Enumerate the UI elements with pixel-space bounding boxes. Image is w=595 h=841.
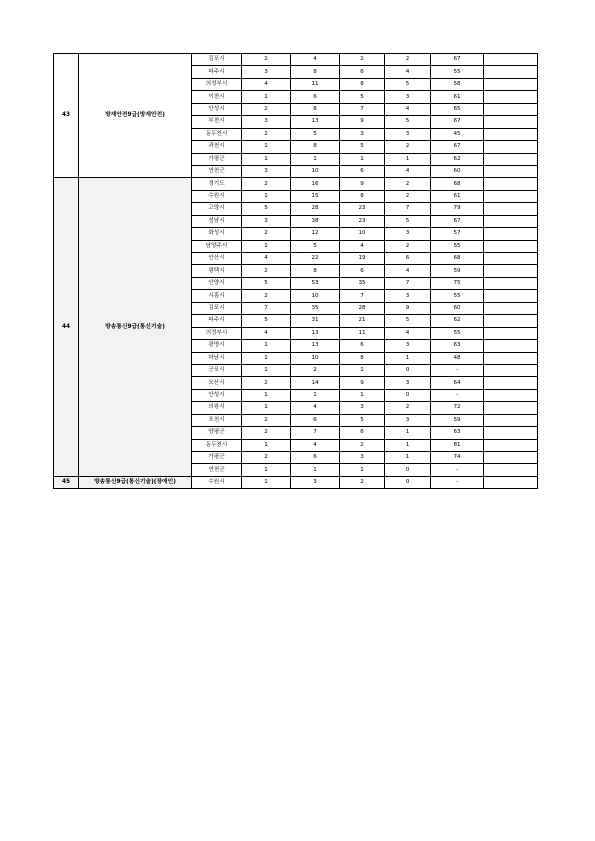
region-cell: 의정부시 — [192, 327, 242, 339]
value-cell: 10 — [291, 165, 340, 177]
note-cell — [484, 464, 538, 476]
region-cell: 포천시 — [192, 414, 242, 426]
score-cell: - — [431, 476, 484, 488]
value-cell: 2 — [385, 54, 431, 66]
value-cell: 5 — [385, 315, 431, 327]
exam-category: 방송통신9급(통신기술) — [79, 178, 192, 477]
value-cell: 6 — [291, 414, 340, 426]
score-cell: 61 — [431, 190, 484, 202]
note-cell — [484, 253, 538, 265]
score-cell: 65 — [431, 103, 484, 115]
value-cell: 7 — [242, 302, 291, 314]
note-cell — [484, 302, 538, 314]
region-cell: 연천군 — [192, 464, 242, 476]
value-cell: 35 — [340, 277, 385, 289]
note-cell — [484, 414, 538, 426]
region-cell: 평택시 — [192, 265, 242, 277]
value-cell: 0 — [385, 364, 431, 376]
score-cell: 68 — [431, 253, 484, 265]
value-cell: 4 — [340, 240, 385, 252]
value-cell: 6 — [340, 427, 385, 439]
value-cell: 1 — [242, 352, 291, 364]
value-cell: 1 — [242, 476, 291, 488]
region-cell: 김포시 — [192, 54, 242, 66]
value-cell: 8 — [291, 66, 340, 78]
value-cell: 1 — [340, 389, 385, 401]
value-cell: 7 — [291, 427, 340, 439]
note-cell — [484, 327, 538, 339]
value-cell: 4 — [242, 78, 291, 90]
value-cell: 5 — [242, 315, 291, 327]
value-cell: 2 — [242, 103, 291, 115]
value-cell: 4 — [291, 439, 340, 451]
value-cell: 7 — [385, 277, 431, 289]
score-cell: 63 — [431, 340, 484, 352]
note-cell — [484, 103, 538, 115]
region-cell: 부천시 — [192, 116, 242, 128]
value-cell: 4 — [385, 103, 431, 115]
score-cell: 67 — [431, 54, 484, 66]
value-cell: 4 — [385, 66, 431, 78]
score-cell: 72 — [431, 402, 484, 414]
value-cell: 15 — [291, 190, 340, 202]
note-cell — [484, 389, 538, 401]
value-cell: 11 — [340, 327, 385, 339]
value-cell: 3 — [340, 128, 385, 140]
value-cell: 23 — [340, 215, 385, 227]
note-cell — [484, 91, 538, 103]
exam-category: 방송통신9급(통신기술)(장애인) — [79, 476, 192, 488]
value-cell: 6 — [340, 66, 385, 78]
score-cell: 67 — [431, 215, 484, 227]
value-cell: 3 — [385, 290, 431, 302]
score-cell: 75 — [431, 277, 484, 289]
score-cell: - — [431, 364, 484, 376]
value-cell: 5 — [242, 277, 291, 289]
value-cell: 5 — [291, 128, 340, 140]
value-cell: 23 — [340, 203, 385, 215]
note-cell — [484, 153, 538, 165]
region-cell: 가평군 — [192, 153, 242, 165]
value-cell: 6 — [291, 91, 340, 103]
score-cell: 48 — [431, 352, 484, 364]
note-cell — [484, 178, 538, 190]
region-cell: 고양시 — [192, 203, 242, 215]
value-cell: 2 — [242, 228, 291, 240]
value-cell: 1 — [242, 364, 291, 376]
score-cell: 45 — [431, 128, 484, 140]
value-cell: 1 — [242, 190, 291, 202]
note-cell — [484, 240, 538, 252]
score-cell: - — [431, 464, 484, 476]
score-cell: 60 — [431, 302, 484, 314]
value-cell: 1 — [385, 352, 431, 364]
value-cell: 1 — [291, 464, 340, 476]
note-cell — [484, 352, 538, 364]
value-cell: 1 — [242, 402, 291, 414]
value-cell: 4 — [242, 253, 291, 265]
table-row — [54, 178, 538, 190]
value-cell: 3 — [340, 402, 385, 414]
value-cell: 8 — [340, 190, 385, 202]
score-cell: - — [431, 389, 484, 401]
note-cell — [484, 402, 538, 414]
note-cell — [484, 190, 538, 202]
value-cell: 2 — [242, 178, 291, 190]
value-cell: 4 — [242, 327, 291, 339]
value-cell: 31 — [291, 315, 340, 327]
value-cell: 2 — [242, 54, 291, 66]
value-cell: 1 — [340, 464, 385, 476]
value-cell: 1 — [242, 439, 291, 451]
value-cell: 1 — [242, 153, 291, 165]
score-cell: 64 — [431, 377, 484, 389]
note-cell — [484, 315, 538, 327]
region-cell: 의왕시 — [192, 402, 242, 414]
value-cell: 5 — [340, 141, 385, 153]
score-cell: 79 — [431, 203, 484, 215]
value-cell: 16 — [291, 178, 340, 190]
value-cell: 1 — [242, 240, 291, 252]
score-cell: 62 — [431, 153, 484, 165]
region-cell: 남양주시 — [192, 240, 242, 252]
region-cell: 안성시 — [192, 389, 242, 401]
region-cell: 성남시 — [192, 215, 242, 227]
value-cell: 1 — [242, 141, 291, 153]
note-cell — [484, 277, 538, 289]
value-cell: 1 — [385, 153, 431, 165]
note-cell — [484, 427, 538, 439]
value-cell: 12 — [291, 228, 340, 240]
value-cell: 5 — [385, 116, 431, 128]
region-cell: 김포시 — [192, 302, 242, 314]
region-cell: 안양시 — [192, 277, 242, 289]
score-cell: 81 — [431, 439, 484, 451]
value-cell: 4 — [385, 327, 431, 339]
value-cell: 2 — [242, 128, 291, 140]
value-cell: 5 — [291, 240, 340, 252]
value-cell: 4 — [385, 265, 431, 277]
note-cell — [484, 476, 538, 488]
region-cell: 의정부시 — [192, 78, 242, 90]
value-cell: 2 — [340, 476, 385, 488]
region-cell: 시흥시 — [192, 290, 242, 302]
value-cell: 4 — [291, 54, 340, 66]
value-cell: 0 — [385, 464, 431, 476]
value-cell: 3 — [385, 414, 431, 426]
score-cell: 63 — [431, 427, 484, 439]
table-row — [54, 476, 538, 488]
value-cell: 14 — [291, 377, 340, 389]
value-cell: 9 — [340, 178, 385, 190]
value-cell: 9 — [340, 377, 385, 389]
value-cell: 2 — [291, 364, 340, 376]
score-cell: 55 — [431, 327, 484, 339]
value-cell: 6 — [340, 165, 385, 177]
group-number: 43 — [54, 54, 79, 178]
note-cell — [484, 54, 538, 66]
score-cell: 67 — [431, 141, 484, 153]
region-cell: 광명시 — [192, 340, 242, 352]
value-cell: 1 — [340, 153, 385, 165]
value-cell: 3 — [291, 476, 340, 488]
value-cell: 35 — [291, 302, 340, 314]
value-cell: 38 — [291, 215, 340, 227]
region-cell: 오산시 — [192, 377, 242, 389]
value-cell: 5 — [340, 91, 385, 103]
note-cell — [484, 228, 538, 240]
note-cell — [484, 203, 538, 215]
note-cell — [484, 340, 538, 352]
score-cell: 58 — [431, 78, 484, 90]
score-cell: 61 — [431, 91, 484, 103]
region-cell: 이천시 — [192, 91, 242, 103]
note-cell — [484, 128, 538, 140]
value-cell: 11 — [291, 78, 340, 90]
value-cell: 1 — [340, 364, 385, 376]
score-cell: 74 — [431, 452, 484, 464]
value-cell: 9 — [385, 302, 431, 314]
value-cell: 6 — [385, 253, 431, 265]
value-cell: 22 — [291, 253, 340, 265]
value-cell: 1 — [242, 91, 291, 103]
value-cell: 4 — [385, 165, 431, 177]
value-cell: 8 — [291, 103, 340, 115]
value-cell: 3 — [242, 165, 291, 177]
table-row — [54, 54, 538, 66]
region-cell: 안성시 — [192, 103, 242, 115]
value-cell: 5 — [242, 203, 291, 215]
value-cell: 2 — [242, 414, 291, 426]
value-cell: 10 — [291, 290, 340, 302]
value-cell: 3 — [385, 128, 431, 140]
note-cell — [484, 116, 538, 128]
value-cell: 1 — [385, 427, 431, 439]
value-cell: 13 — [291, 116, 340, 128]
score-cell: 62 — [431, 315, 484, 327]
region-cell: 수원시 — [192, 190, 242, 202]
score-cell: 55 — [431, 240, 484, 252]
value-cell: 8 — [340, 78, 385, 90]
score-cell: 68 — [431, 178, 484, 190]
value-cell: 10 — [340, 228, 385, 240]
region-cell: 과천시 — [192, 141, 242, 153]
value-cell: 3 — [242, 66, 291, 78]
value-cell: 7 — [385, 203, 431, 215]
group-number: 45 — [54, 476, 79, 488]
value-cell: 6 — [291, 452, 340, 464]
value-cell: 3 — [385, 340, 431, 352]
value-cell: 7 — [340, 103, 385, 115]
value-cell: 3 — [242, 215, 291, 227]
value-cell: 2 — [242, 377, 291, 389]
value-cell: 13 — [291, 327, 340, 339]
score-cell: 67 — [431, 116, 484, 128]
value-cell: 8 — [340, 352, 385, 364]
note-cell — [484, 141, 538, 153]
note-cell — [484, 215, 538, 227]
note-cell — [484, 290, 538, 302]
note-cell — [484, 78, 538, 90]
value-cell: 3 — [340, 452, 385, 464]
value-cell: 2 — [385, 402, 431, 414]
value-cell: 10 — [291, 352, 340, 364]
value-cell: 8 — [291, 265, 340, 277]
region-cell: 화성시 — [192, 228, 242, 240]
region-cell: 안산시 — [192, 253, 242, 265]
value-cell: 8 — [291, 141, 340, 153]
region-cell: 파주시 — [192, 66, 242, 78]
value-cell: 6 — [340, 340, 385, 352]
region-cell: 동두천시 — [192, 439, 242, 451]
value-cell: 2 — [242, 427, 291, 439]
exam-category: 방재안전9급(방재안전) — [79, 54, 192, 178]
value-cell: 0 — [385, 476, 431, 488]
note-cell — [484, 439, 538, 451]
note-cell — [484, 452, 538, 464]
value-cell: 3 — [385, 91, 431, 103]
value-cell: 5 — [385, 78, 431, 90]
value-cell: 5 — [385, 215, 431, 227]
region-cell: 동두천시 — [192, 128, 242, 140]
value-cell: 2 — [385, 240, 431, 252]
value-cell: 13 — [291, 340, 340, 352]
note-cell — [484, 377, 538, 389]
score-cell: 60 — [431, 165, 484, 177]
region-cell: 연천군 — [192, 165, 242, 177]
value-cell: 2 — [340, 54, 385, 66]
value-cell: 1 — [242, 464, 291, 476]
note-cell — [484, 165, 538, 177]
region-cell: 가평군 — [192, 452, 242, 464]
value-cell: 1 — [242, 389, 291, 401]
value-cell: 21 — [340, 315, 385, 327]
note-cell — [484, 66, 538, 78]
value-cell: 1 — [291, 153, 340, 165]
value-cell: 1 — [291, 389, 340, 401]
table-body — [54, 54, 538, 489]
value-cell: 28 — [340, 302, 385, 314]
value-cell: 2 — [385, 178, 431, 190]
value-cell: 3 — [385, 377, 431, 389]
exam-results-table — [53, 53, 538, 489]
note-cell — [484, 265, 538, 277]
value-cell: 5 — [340, 414, 385, 426]
value-cell: 19 — [340, 253, 385, 265]
value-cell: 2 — [242, 290, 291, 302]
region-cell: 군포시 — [192, 364, 242, 376]
score-cell: 55 — [431, 66, 484, 78]
value-cell: 1 — [385, 439, 431, 451]
region-cell: 하남시 — [192, 352, 242, 364]
note-cell — [484, 364, 538, 376]
value-cell: 0 — [385, 389, 431, 401]
group-number: 44 — [54, 178, 79, 477]
value-cell: 1 — [385, 452, 431, 464]
value-cell: 2 — [340, 439, 385, 451]
value-cell: 4 — [291, 402, 340, 414]
score-cell: 59 — [431, 414, 484, 426]
value-cell: 6 — [340, 265, 385, 277]
value-cell: 2 — [385, 141, 431, 153]
region-cell: 파주시 — [192, 315, 242, 327]
value-cell: 1 — [242, 340, 291, 352]
region-cell: 경기도 — [192, 178, 242, 190]
region-cell: 양평군 — [192, 427, 242, 439]
value-cell: 2 — [385, 190, 431, 202]
value-cell: 28 — [291, 203, 340, 215]
region-cell: 수원시 — [192, 476, 242, 488]
value-cell: 2 — [242, 265, 291, 277]
value-cell: 3 — [385, 228, 431, 240]
value-cell: 53 — [291, 277, 340, 289]
value-cell: 7 — [340, 290, 385, 302]
value-cell: 2 — [242, 452, 291, 464]
score-cell: 57 — [431, 228, 484, 240]
score-cell: 55 — [431, 290, 484, 302]
score-cell: 59 — [431, 265, 484, 277]
value-cell: 9 — [340, 116, 385, 128]
value-cell: 3 — [242, 116, 291, 128]
